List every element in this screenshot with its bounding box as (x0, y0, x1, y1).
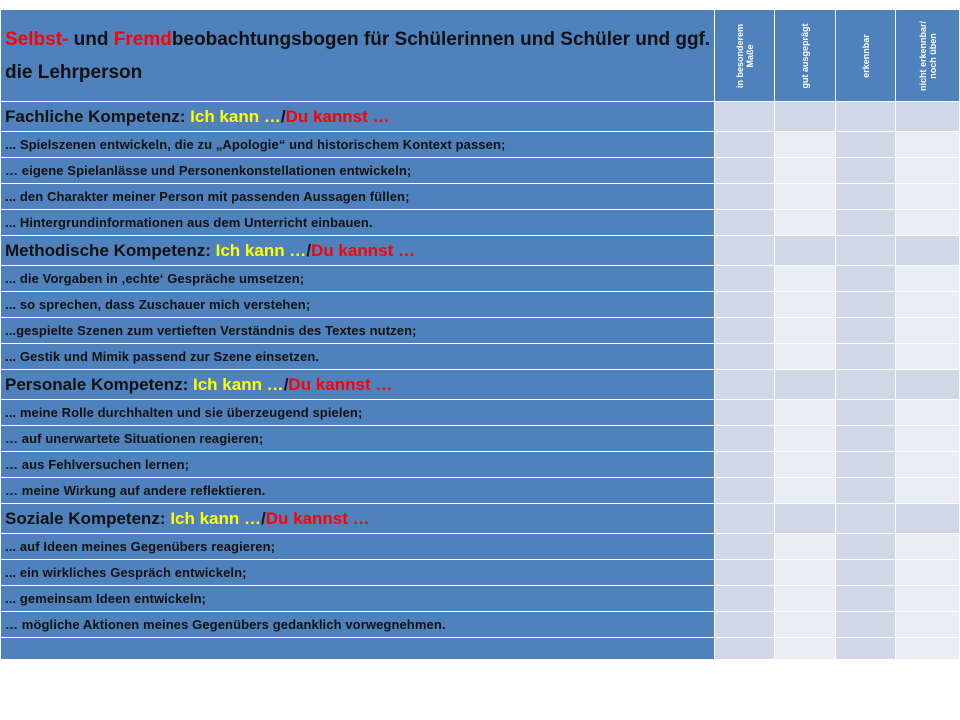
rating-cell-3[interactable] (836, 400, 896, 426)
category-slash: / (283, 374, 289, 394)
rating-cell-2[interactable] (775, 132, 836, 158)
rating-cell-1[interactable] (715, 478, 775, 504)
category-title: Methodische Kompetenz: (5, 240, 216, 260)
title-rest: beobachtungsbogen für Schülerinnen und Schüler und ggf. die Lehrperson (5, 28, 711, 83)
header-row (1, 10, 960, 102)
category-heading (1, 370, 715, 400)
category-row (1, 236, 960, 266)
competence-item: … aus Fehlversuchen lernen; (1, 452, 715, 478)
category-row (1, 370, 960, 400)
category-heading (1, 236, 715, 266)
rating-cell-4[interactable] (896, 478, 960, 504)
rating-cell-1[interactable] (715, 318, 775, 344)
category-heading (1, 504, 715, 534)
category-ich: Ich kann … (215, 240, 307, 260)
rating-cell-3[interactable] (836, 132, 896, 158)
rating-cell-2[interactable] (775, 318, 836, 344)
rating-cell-2[interactable] (775, 266, 836, 292)
item-row (1, 292, 960, 318)
rating-cell-4[interactable] (896, 102, 960, 132)
item-row (1, 452, 960, 478)
rating-cell-1[interactable] (715, 560, 775, 586)
rating-cell-4[interactable] (896, 370, 960, 400)
category-slash: / (306, 240, 312, 260)
category-ich: Ich kann … (170, 508, 261, 528)
item-row (1, 318, 960, 344)
rating-cell-2[interactable] (775, 344, 836, 370)
item-row (1, 534, 960, 560)
blank-row (1, 638, 960, 660)
column-label: gut ausgeprägt (800, 23, 810, 89)
rating-cell-2[interactable] (775, 184, 836, 210)
rating-cell-1[interactable] (715, 132, 775, 158)
rating-cell-4[interactable] (896, 318, 960, 344)
rating-cell-2[interactable] (775, 236, 836, 266)
rating-cell-4[interactable] (896, 344, 960, 370)
item-row (1, 612, 960, 638)
rating-cell-1[interactable] (715, 292, 775, 318)
rating-cell-3[interactable] (836, 292, 896, 318)
item-row (1, 400, 960, 426)
rating-cell-2[interactable] (775, 452, 836, 478)
category-title: Fachliche Kompetenz: (5, 106, 191, 126)
rating-cell-4[interactable] (896, 612, 960, 638)
competence-item: … eigene Spielanlässe und Personenkonstellationen entwickeln; (1, 158, 715, 184)
competence-item: ... Hintergrundinformationen aus dem Unterricht einbauen. (1, 210, 715, 236)
rating-cell-3[interactable] (836, 452, 896, 478)
rating-cell-2[interactable] (775, 400, 836, 426)
rating-cell-4[interactable] (896, 586, 960, 612)
competence-item: ... die Vorgaben in ‚echte‘ Gespräche umsetzen; (1, 266, 715, 292)
rating-cell-1[interactable] (715, 370, 775, 400)
rating-cell-1[interactable] (715, 344, 775, 370)
rating-cell-4[interactable] (896, 560, 960, 586)
title-fremd: Fremd (113, 28, 172, 50)
rating-cell-4[interactable] (896, 184, 960, 210)
category-row (1, 102, 960, 132)
rating-cell-4[interactable] (896, 426, 960, 452)
rating-cell-1[interactable] (715, 534, 775, 560)
observation-sheet (0, 9, 959, 660)
rating-cell-4[interactable] (896, 236, 960, 266)
item-row (1, 478, 960, 504)
rating-cell-3[interactable] (836, 102, 896, 132)
rating-cell-2[interactable] (775, 158, 836, 184)
column-header-4 (896, 10, 960, 102)
competence-item: ... ein wirkliches Gespräch entwickeln; (1, 560, 715, 586)
rating-cell-4[interactable] (896, 638, 960, 660)
rating-cell-3[interactable] (836, 534, 896, 560)
item-row (1, 560, 960, 586)
rating-cell-1[interactable] (715, 638, 775, 660)
title-selbst: Selbst- (5, 28, 69, 50)
rating-cell-4[interactable] (896, 534, 960, 560)
rating-cell-3[interactable] (836, 370, 896, 400)
category-row (1, 504, 960, 534)
category-title: Soziale Kompetenz: (5, 508, 171, 528)
rating-cell-1[interactable] (715, 102, 775, 132)
competence-item: ... Gestik und Mimik passend zur Szene einsetzen. (1, 344, 715, 370)
title-und: und (68, 28, 114, 50)
competence-item: … mögliche Aktionen meines Gegenübers gedanklich vorwegnehmen. (1, 612, 715, 638)
rating-cell-3[interactable] (836, 560, 896, 586)
rating-cell-4[interactable] (896, 266, 960, 292)
rating-cell-2[interactable] (775, 102, 836, 132)
rating-cell-2[interactable] (775, 586, 836, 612)
observation-table (0, 9, 960, 660)
category-heading (1, 102, 715, 132)
rating-cell-1[interactable] (715, 452, 775, 478)
column-label: nicht erkennbar/ noch üben (917, 20, 938, 91)
rating-cell-1[interactable] (715, 210, 775, 236)
rating-cell-4[interactable] (896, 292, 960, 318)
rating-cell-3[interactable] (836, 504, 896, 534)
rating-cell-1[interactable] (715, 400, 775, 426)
rating-cell-1[interactable] (715, 158, 775, 184)
item-row (1, 210, 960, 236)
rating-cell-3[interactable] (836, 210, 896, 236)
category-slash: / (261, 508, 266, 528)
rating-cell-3[interactable] (836, 638, 896, 660)
category-ich: Ich kann … (193, 374, 284, 394)
competence-item: ... meine Rolle durchhalten und sie überzeugend spielen; (1, 400, 715, 426)
rating-cell-2[interactable] (775, 612, 836, 638)
competence-item: … auf unerwartete Situationen reagieren; (1, 426, 715, 452)
competence-item: ... Spielszenen entwickeln, die zu „Apologie“ und historischem Kontext passen; (1, 132, 715, 158)
category-ich: Ich kann … (190, 106, 281, 126)
rating-cell-2[interactable] (775, 478, 836, 504)
rating-cell-1[interactable] (715, 184, 775, 210)
item-row (1, 158, 960, 184)
rating-cell-2[interactable] (775, 292, 836, 318)
sheet-title (1, 10, 715, 102)
rating-cell-3[interactable] (836, 158, 896, 184)
rating-cell-2[interactable] (775, 426, 836, 452)
column-header-3 (836, 10, 896, 102)
category-du: Du kannst … (285, 106, 390, 126)
rating-cell-3[interactable] (836, 426, 896, 452)
rating-cell-3[interactable] (836, 184, 896, 210)
rating-cell-3[interactable] (836, 236, 896, 266)
rating-cell-3[interactable] (836, 478, 896, 504)
rating-cell-1[interactable] (715, 266, 775, 292)
rating-cell-2[interactable] (775, 504, 836, 534)
rating-cell-4[interactable] (896, 158, 960, 184)
column-header-1 (715, 10, 775, 102)
item-row (1, 132, 960, 158)
rating-cell-4[interactable] (896, 210, 960, 236)
column-label: in besonderem Maße (734, 23, 755, 88)
competence-item: … meine Wirkung auf andere reflektieren. (1, 478, 715, 504)
competence-item: ...gespielte Szenen zum vertieften Verständnis des Textes nutzen; (1, 318, 715, 344)
rating-cell-4[interactable] (896, 400, 960, 426)
competence-item: ... gemeinsam Ideen entwickeln; (1, 586, 715, 612)
rating-cell-2[interactable] (775, 638, 836, 660)
rating-cell-1[interactable] (715, 612, 775, 638)
rating-cell-4[interactable] (896, 504, 960, 534)
item-row (1, 426, 960, 452)
rating-cell-2[interactable] (775, 534, 836, 560)
category-du: Du kannst … (288, 374, 393, 394)
category-slash: / (280, 106, 286, 126)
competence-item: ... auf Ideen meines Gegenübers reagieren; (1, 534, 715, 560)
item-row (1, 266, 960, 292)
column-header-2 (775, 10, 836, 102)
competence-item: ... den Charakter meiner Person mit passenden Aussagen füllen; (1, 184, 715, 210)
rating-cell-2[interactable] (775, 560, 836, 586)
blank-cell (1, 638, 715, 660)
competence-item: ... so sprechen, dass Zuschauer mich verstehen; (1, 292, 715, 318)
rating-cell-1[interactable] (715, 426, 775, 452)
rating-cell-1[interactable] (715, 504, 775, 534)
category-title: Personale Kompetenz: (5, 374, 193, 394)
rating-cell-4[interactable] (896, 132, 960, 158)
rating-cell-3[interactable] (836, 266, 896, 292)
rating-cell-1[interactable] (715, 236, 775, 266)
item-row (1, 184, 960, 210)
category-du: Du kannst … (265, 508, 370, 528)
rating-cell-3[interactable] (836, 586, 896, 612)
rating-cell-1[interactable] (715, 586, 775, 612)
rating-cell-3[interactable] (836, 318, 896, 344)
item-row (1, 344, 960, 370)
rating-cell-3[interactable] (836, 612, 896, 638)
rating-cell-2[interactable] (775, 210, 836, 236)
rating-cell-4[interactable] (896, 452, 960, 478)
rating-cell-2[interactable] (775, 370, 836, 400)
column-label: erkennbar (860, 33, 871, 78)
rating-cell-3[interactable] (836, 344, 896, 370)
item-row (1, 586, 960, 612)
category-du: Du kannst … (311, 240, 415, 260)
